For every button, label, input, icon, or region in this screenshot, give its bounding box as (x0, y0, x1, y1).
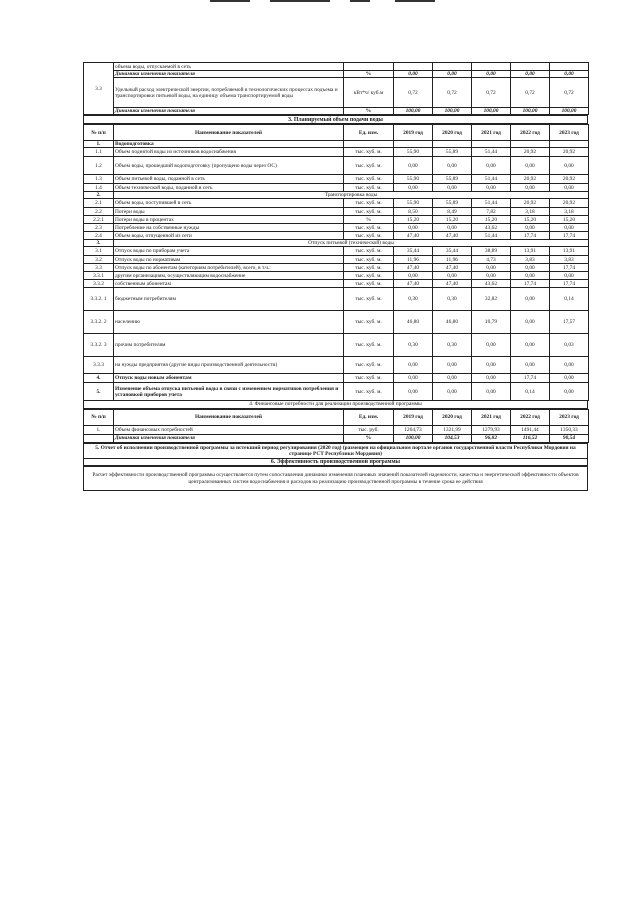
cell-value: 0,00 (511, 311, 550, 334)
cell-value: 0,00 (550, 157, 589, 175)
row-number: 3.3.1 (84, 272, 114, 280)
row-number: 3.3.2 (84, 280, 114, 288)
cell-value: 0,00 (433, 272, 472, 280)
cell-value: 0,30 (394, 288, 433, 311)
header-num: № п/п (84, 409, 114, 425)
cell-value: 0,00 (433, 71, 472, 78)
row-unit: тыс. куб. м. (344, 256, 394, 264)
cell-value: 0,00 (511, 224, 550, 232)
cell-value: 51,44 (472, 199, 511, 208)
section-title: 3. Планируемый объем подачи воды (84, 116, 588, 124)
cell-value: 0,14 (511, 383, 550, 401)
cell-value: 3,18 (511, 208, 550, 216)
table-row (84, 288, 589, 311)
cell-value: 4,73 (472, 256, 511, 264)
cell-value: 7,82 (472, 208, 511, 216)
cell-value: 0,00 (394, 184, 433, 192)
cell-value: 0,00 (472, 374, 511, 383)
cell-value: 0,00 (550, 383, 589, 401)
table-row (84, 247, 589, 256)
row-unit: тыс. куб. м. (344, 383, 394, 401)
water-volume-table (83, 124, 589, 401)
row-name: Объем питьевой воды, поданной в сеть (114, 175, 344, 184)
table-row (84, 311, 589, 334)
cell-value: 0,00 (472, 264, 511, 272)
section-name: Транспортировка воды (114, 192, 589, 199)
section-row (84, 192, 589, 199)
cell-value: 55,90 (394, 199, 433, 208)
section4-title-table (83, 401, 588, 409)
row-name: Динамика изменения показателя (114, 108, 344, 115)
cell-value: 47,40 (394, 264, 433, 272)
cell-value: 47,40 (394, 232, 433, 240)
cell-value: 55,89 (433, 199, 472, 208)
table-row (84, 280, 589, 288)
cell-value: 1264,73 (394, 425, 433, 434)
cell-value: 116,52 (511, 434, 550, 442)
header-year: 2021 год (472, 125, 511, 141)
row-name: Динамика изменения показателя (114, 71, 344, 78)
table-row (84, 256, 589, 264)
header-year: 2023 год (550, 125, 589, 141)
cell-value: 0,00 (511, 288, 550, 311)
table-row (84, 264, 589, 272)
financial-needs-table (83, 409, 589, 443)
cell-value: 0,00 (511, 157, 550, 175)
cell-value: 0,00 (511, 357, 550, 374)
row-name: населению (114, 311, 344, 334)
row-name: Отпуск воды по приборам учета (114, 247, 344, 256)
cell-value: 0,14 (550, 288, 589, 311)
cell-value: 17,74 (550, 264, 589, 272)
row-number: 2. (84, 192, 114, 199)
row-number: 1.3 (84, 175, 114, 184)
table-row (84, 334, 589, 357)
cell-value: 20,92 (550, 175, 589, 184)
cell-value: 20,92 (550, 148, 589, 157)
section-title: 4. Финансовые потребности для реализации производственной программы (84, 401, 588, 408)
cell-value: 15,20 (550, 216, 589, 224)
row-number: 3.2 (84, 256, 114, 264)
row-number: 2.1 (84, 199, 114, 208)
cell-value: 0,30 (433, 334, 472, 357)
section3-title-table (83, 115, 588, 124)
row-name: на нужды предприятия (другие виды производственной деятельности) (114, 357, 344, 374)
row-unit: тыс. куб. м. (344, 334, 394, 357)
row-name: другим организациям, осуществляющим водоснабжение (114, 272, 344, 280)
row-number: 3. (84, 240, 114, 247)
row-name: Удельный расход электрической энергии, потребляемой в технологических процессах подъема и транспортировки питьевой воды, на единицу объема транспортируемой воды (114, 78, 344, 108)
cell-value: 0,00 (433, 374, 472, 383)
row-name: Потребление на собственные нужды (114, 224, 344, 232)
row-number: 3.3.2. 2 (84, 311, 114, 334)
cell-value: 0,00 (511, 71, 550, 78)
header-year: 2020 год (433, 409, 472, 425)
cell-value: 17,74 (550, 232, 589, 240)
document-sheet (83, 62, 588, 491)
header-name: Наименование показателей (114, 125, 344, 141)
header-year: 2023 год (550, 409, 589, 425)
cell-value: 51,44 (472, 175, 511, 184)
row-number: 2.4 (84, 232, 114, 240)
row-name: Объем воды, прошедший водоподготовку (пропущено воды через ОС) (114, 157, 344, 175)
cell-value: 15,20 (394, 216, 433, 224)
cell-value: 8,50 (394, 208, 433, 216)
cell-value: 0,00 (472, 272, 511, 280)
row-number: 3.1 (84, 247, 114, 256)
row-number: 2.3 (84, 224, 114, 232)
cell-value: 46,80 (433, 311, 472, 334)
cell-value: 43,62 (472, 224, 511, 232)
cell-value: 47,40 (433, 232, 472, 240)
row-unit: тыс. куб. м. (344, 184, 394, 192)
header-year: 2020 год (433, 125, 472, 141)
table-row (84, 208, 589, 216)
scan-artifact (200, 0, 440, 6)
table-row (84, 434, 589, 442)
table-header-row (84, 409, 589, 425)
cell-value: 8,49 (433, 208, 472, 216)
cell-value: 3,83 (511, 256, 550, 264)
row-unit: % (344, 108, 394, 115)
cell-value: 0,00 (550, 357, 589, 374)
header-year: 2021 год (472, 409, 511, 425)
row-name: Отпуск воды по нормативам (114, 256, 344, 264)
cell-value: 38,89 (472, 247, 511, 256)
cell-value: 0,00 (550, 71, 589, 78)
cell-value: 0,03 (550, 334, 589, 357)
row-number: 1.1 (84, 148, 114, 157)
cell-value: 0,00 (472, 357, 511, 374)
cell-value: 0,00 (472, 334, 511, 357)
cell-value: 0,00 (433, 157, 472, 175)
row-unit: тыс. куб. м. (344, 374, 394, 383)
row-unit: тыс. куб. м. (344, 148, 394, 157)
cell-value: 17,74 (511, 232, 550, 240)
cell-value: 0,00 (394, 71, 433, 78)
row-unit: тыс. куб. м. (344, 175, 394, 184)
cell-value: 0,00 (550, 272, 589, 280)
row-name: объема воды, отпускаемой в сеть (114, 63, 344, 71)
cell-value: 0,72 (394, 78, 433, 108)
row-number: 1. (84, 425, 114, 434)
row-number: 3.3.2. 3 (84, 334, 114, 357)
cell-value: 47,40 (433, 280, 472, 288)
cell-value: 0,00 (394, 357, 433, 374)
row-unit: тыс. руб. (344, 425, 394, 434)
cell-value: 11,96 (433, 256, 472, 264)
table-row (84, 184, 589, 192)
cell-value: 32,82 (472, 288, 511, 311)
cell-value: 0,00 (394, 383, 433, 401)
table-row (84, 232, 589, 240)
header-unit: Ед. изм. (344, 125, 394, 141)
cell-value: 0,00 (472, 184, 511, 192)
header-unit: Ед. изм. (344, 409, 394, 425)
table-row (84, 216, 589, 224)
row-name: Динамика изменения показателя (114, 434, 344, 442)
cell-value: 15,20 (433, 216, 472, 224)
row-number: 3.3.2. 1 (84, 288, 114, 311)
row-unit: тыс. куб. м. (344, 272, 394, 280)
cell-value: 17,74 (511, 374, 550, 383)
table-row (84, 425, 589, 434)
cell-value: 0,00 (433, 383, 472, 401)
cell-value: 0,72 (550, 78, 589, 108)
row-unit: % (344, 434, 394, 442)
row-name: бюджетным потребителям (114, 288, 344, 311)
cell-value: 0,00 (394, 224, 433, 232)
row-number: 2.2.1 (84, 216, 114, 224)
cell-value: 46,80 (394, 311, 433, 334)
cell-value: 1350,33 (550, 425, 589, 434)
cell-value: 3,18 (550, 208, 589, 216)
cell-value: 3,83 (550, 256, 589, 264)
row-unit: тыс. куб. м. (344, 208, 394, 216)
row-number: 5. (84, 383, 114, 401)
table-row (84, 148, 589, 157)
section5-table (83, 443, 588, 467)
row-unit: тыс. куб. м. (344, 264, 394, 272)
table-row (84, 272, 589, 280)
section-5-report: 5. Отчет об исполнении производственной программы за истекший период регулирования (2020 год) (размещен на официальном портале органов государственной власти Республики Мордовия на странице РСТ Республики Мордовия) (84, 443, 588, 459)
cell-value: 0,00 (511, 184, 550, 192)
row-name: прочим потребителям (114, 334, 344, 357)
cell-value: 55,89 (433, 175, 472, 184)
cell-value: 47,40 (394, 280, 433, 288)
section-title: 6. Эффективность производственной программы (84, 459, 588, 466)
cell-value: 13,91 (511, 247, 550, 256)
table-row (84, 224, 589, 232)
cell-value: 15,20 (472, 216, 511, 224)
cell-value: 11,96 (394, 256, 433, 264)
cell-value: 0,72 (433, 78, 472, 108)
row-name: Объем технической воды, поданной в сеть (114, 184, 344, 192)
row-name: Потери воды в процентах (114, 216, 344, 224)
cell-value: 15,20 (511, 216, 550, 224)
table-row (84, 383, 589, 401)
row-unit: тыс. куб. м. (344, 311, 394, 334)
table-row (84, 157, 589, 175)
cell-value: 47,40 (433, 264, 472, 272)
row-unit: тыс. куб. м. (344, 247, 394, 256)
cell-value: 0,00 (472, 157, 511, 175)
section-row (84, 240, 589, 247)
section-name: Отпуск питьевой (технической) воды (114, 240, 589, 247)
row-number: 3.3.3 (84, 357, 114, 374)
cell-value: 17,57 (550, 311, 589, 334)
row-name: Объем поднятой воды из источников водоснабжения (114, 148, 344, 157)
cell-value: 100,00 (433, 108, 472, 115)
cell-value: 0,00 (433, 224, 472, 232)
cell-value: 0,00 (394, 272, 433, 280)
cell-value: 20,92 (550, 199, 589, 208)
row-number: 1.4 (84, 184, 114, 192)
cell-value: 0,30 (394, 334, 433, 357)
row-number: 3.3 (84, 264, 114, 272)
cell-value: 100,00 (394, 434, 433, 442)
section-row (84, 141, 589, 148)
table-row (84, 78, 589, 108)
cell-value: 51,44 (472, 232, 511, 240)
cell-value: 0,30 (433, 288, 472, 311)
header-name: Наименование показателей (114, 409, 344, 425)
cell-value: 17,74 (550, 280, 589, 288)
table-row (84, 71, 589, 78)
section6-table (83, 466, 588, 491)
row-unit: тыс. куб. м. (344, 280, 394, 288)
row-name: Объем воды, поступившей в сеть (114, 199, 344, 208)
header-year: 2019 год (394, 125, 433, 141)
indicator-table-continued (83, 62, 589, 115)
table-row (84, 357, 589, 374)
row-number: 3.3 (84, 63, 114, 115)
row-name: Объем финансовых потребностей (114, 425, 344, 434)
row-number: 2.2 (84, 208, 114, 216)
cell-value: 104,53 (433, 434, 472, 442)
cell-value: 55,90 (394, 175, 433, 184)
cell-value: 35,44 (394, 247, 433, 256)
cell-value: 0,72 (472, 78, 511, 108)
row-name: Изменение объема отпуска питьевой воды в связи с изменением нормативов потребления и установкой приборов учета (114, 383, 344, 401)
cell-value: 0,00 (433, 357, 472, 374)
row-name: Отпуск воды новым абонентам (114, 374, 344, 383)
row-name: Отпуск воды по абонентам (категориям потребителей), всего, в т.ч.: (114, 264, 344, 272)
cell-value: 20,92 (511, 148, 550, 157)
cell-value: 0,00 (433, 184, 472, 192)
cell-value: 1279,93 (472, 425, 511, 434)
header-year: 2022 год (511, 409, 550, 425)
table-row (84, 175, 589, 184)
row-unit: кВт*ч/ куб.м (344, 78, 394, 108)
cell-value: 10,79 (472, 311, 511, 334)
cell-value: 100,00 (472, 108, 511, 115)
cell-value: 20,92 (511, 199, 550, 208)
cell-value: 13,91 (550, 247, 589, 256)
row-unit: тыс. куб. м. (344, 157, 394, 175)
cell-value: 35,44 (433, 247, 472, 256)
row-number: 1.2 (84, 157, 114, 175)
table-header-row (84, 125, 589, 141)
cell-value: 100,00 (511, 108, 550, 115)
cell-value: 51,44 (472, 148, 511, 157)
row-unit: % (344, 216, 394, 224)
cell-value: 0,00 (511, 272, 550, 280)
header-year: 2019 год (394, 409, 433, 425)
row-unit: тыс. куб. м. (344, 232, 394, 240)
cell-value: 0,00 (394, 157, 433, 175)
row-unit: % (344, 71, 394, 78)
row-number: 4. (84, 374, 114, 383)
cell-value: 0,00 (472, 383, 511, 401)
cell-value: 55,90 (394, 148, 433, 157)
cell-value: 17,74 (511, 280, 550, 288)
cell-value: 0,00 (472, 71, 511, 78)
cell-value: 90,54 (550, 434, 589, 442)
section-6-text: Расчет эффективности производственной программы осуществляется путем сопоставления динамики изменения плановых значений показателей надежности, качества и энергетической эффективности объектов централизованных систем водоснабжения и расходов на реализацию производственной программы в течение срока ее действия (84, 467, 588, 491)
cell-value: 43,62 (472, 280, 511, 288)
cell-value: 100,00 (394, 108, 433, 115)
section-name: Водоподготовка (114, 141, 344, 148)
cell-value: 100,00 (550, 108, 589, 115)
row-unit: тыс. куб. м. (344, 224, 394, 232)
cell-value: 0,00 (550, 374, 589, 383)
cell-value: 0,72 (511, 78, 550, 108)
cell-value: 0,00 (394, 374, 433, 383)
table-row (84, 108, 589, 115)
header-year: 2022 год (511, 125, 550, 141)
row-unit: тыс. куб. м. (344, 199, 394, 208)
table-row (84, 199, 589, 208)
header-num: № п/п (84, 125, 114, 141)
row-number: 1. (84, 141, 114, 148)
row-unit: тыс. куб. м. (344, 288, 394, 311)
cell-value: 20,92 (511, 175, 550, 184)
cell-value: 96,82 (472, 434, 511, 442)
cell-value: 55,89 (433, 148, 472, 157)
row-name: собственным абонентам (114, 280, 344, 288)
row-name: Объем воды, отпущенной из сети (114, 232, 344, 240)
cell-value: 1491,44 (511, 425, 550, 434)
cell-value: 0,00 (511, 334, 550, 357)
row-name: Потери воды (114, 208, 344, 216)
table-row (84, 63, 589, 71)
row-unit: тыс. куб. м. (344, 357, 394, 374)
cell-value: 0,00 (511, 264, 550, 272)
cell-value: 0,00 (550, 184, 589, 192)
cell-value: 0,00 (550, 224, 589, 232)
cell-value: 1321,99 (433, 425, 472, 434)
table-row (84, 374, 589, 383)
